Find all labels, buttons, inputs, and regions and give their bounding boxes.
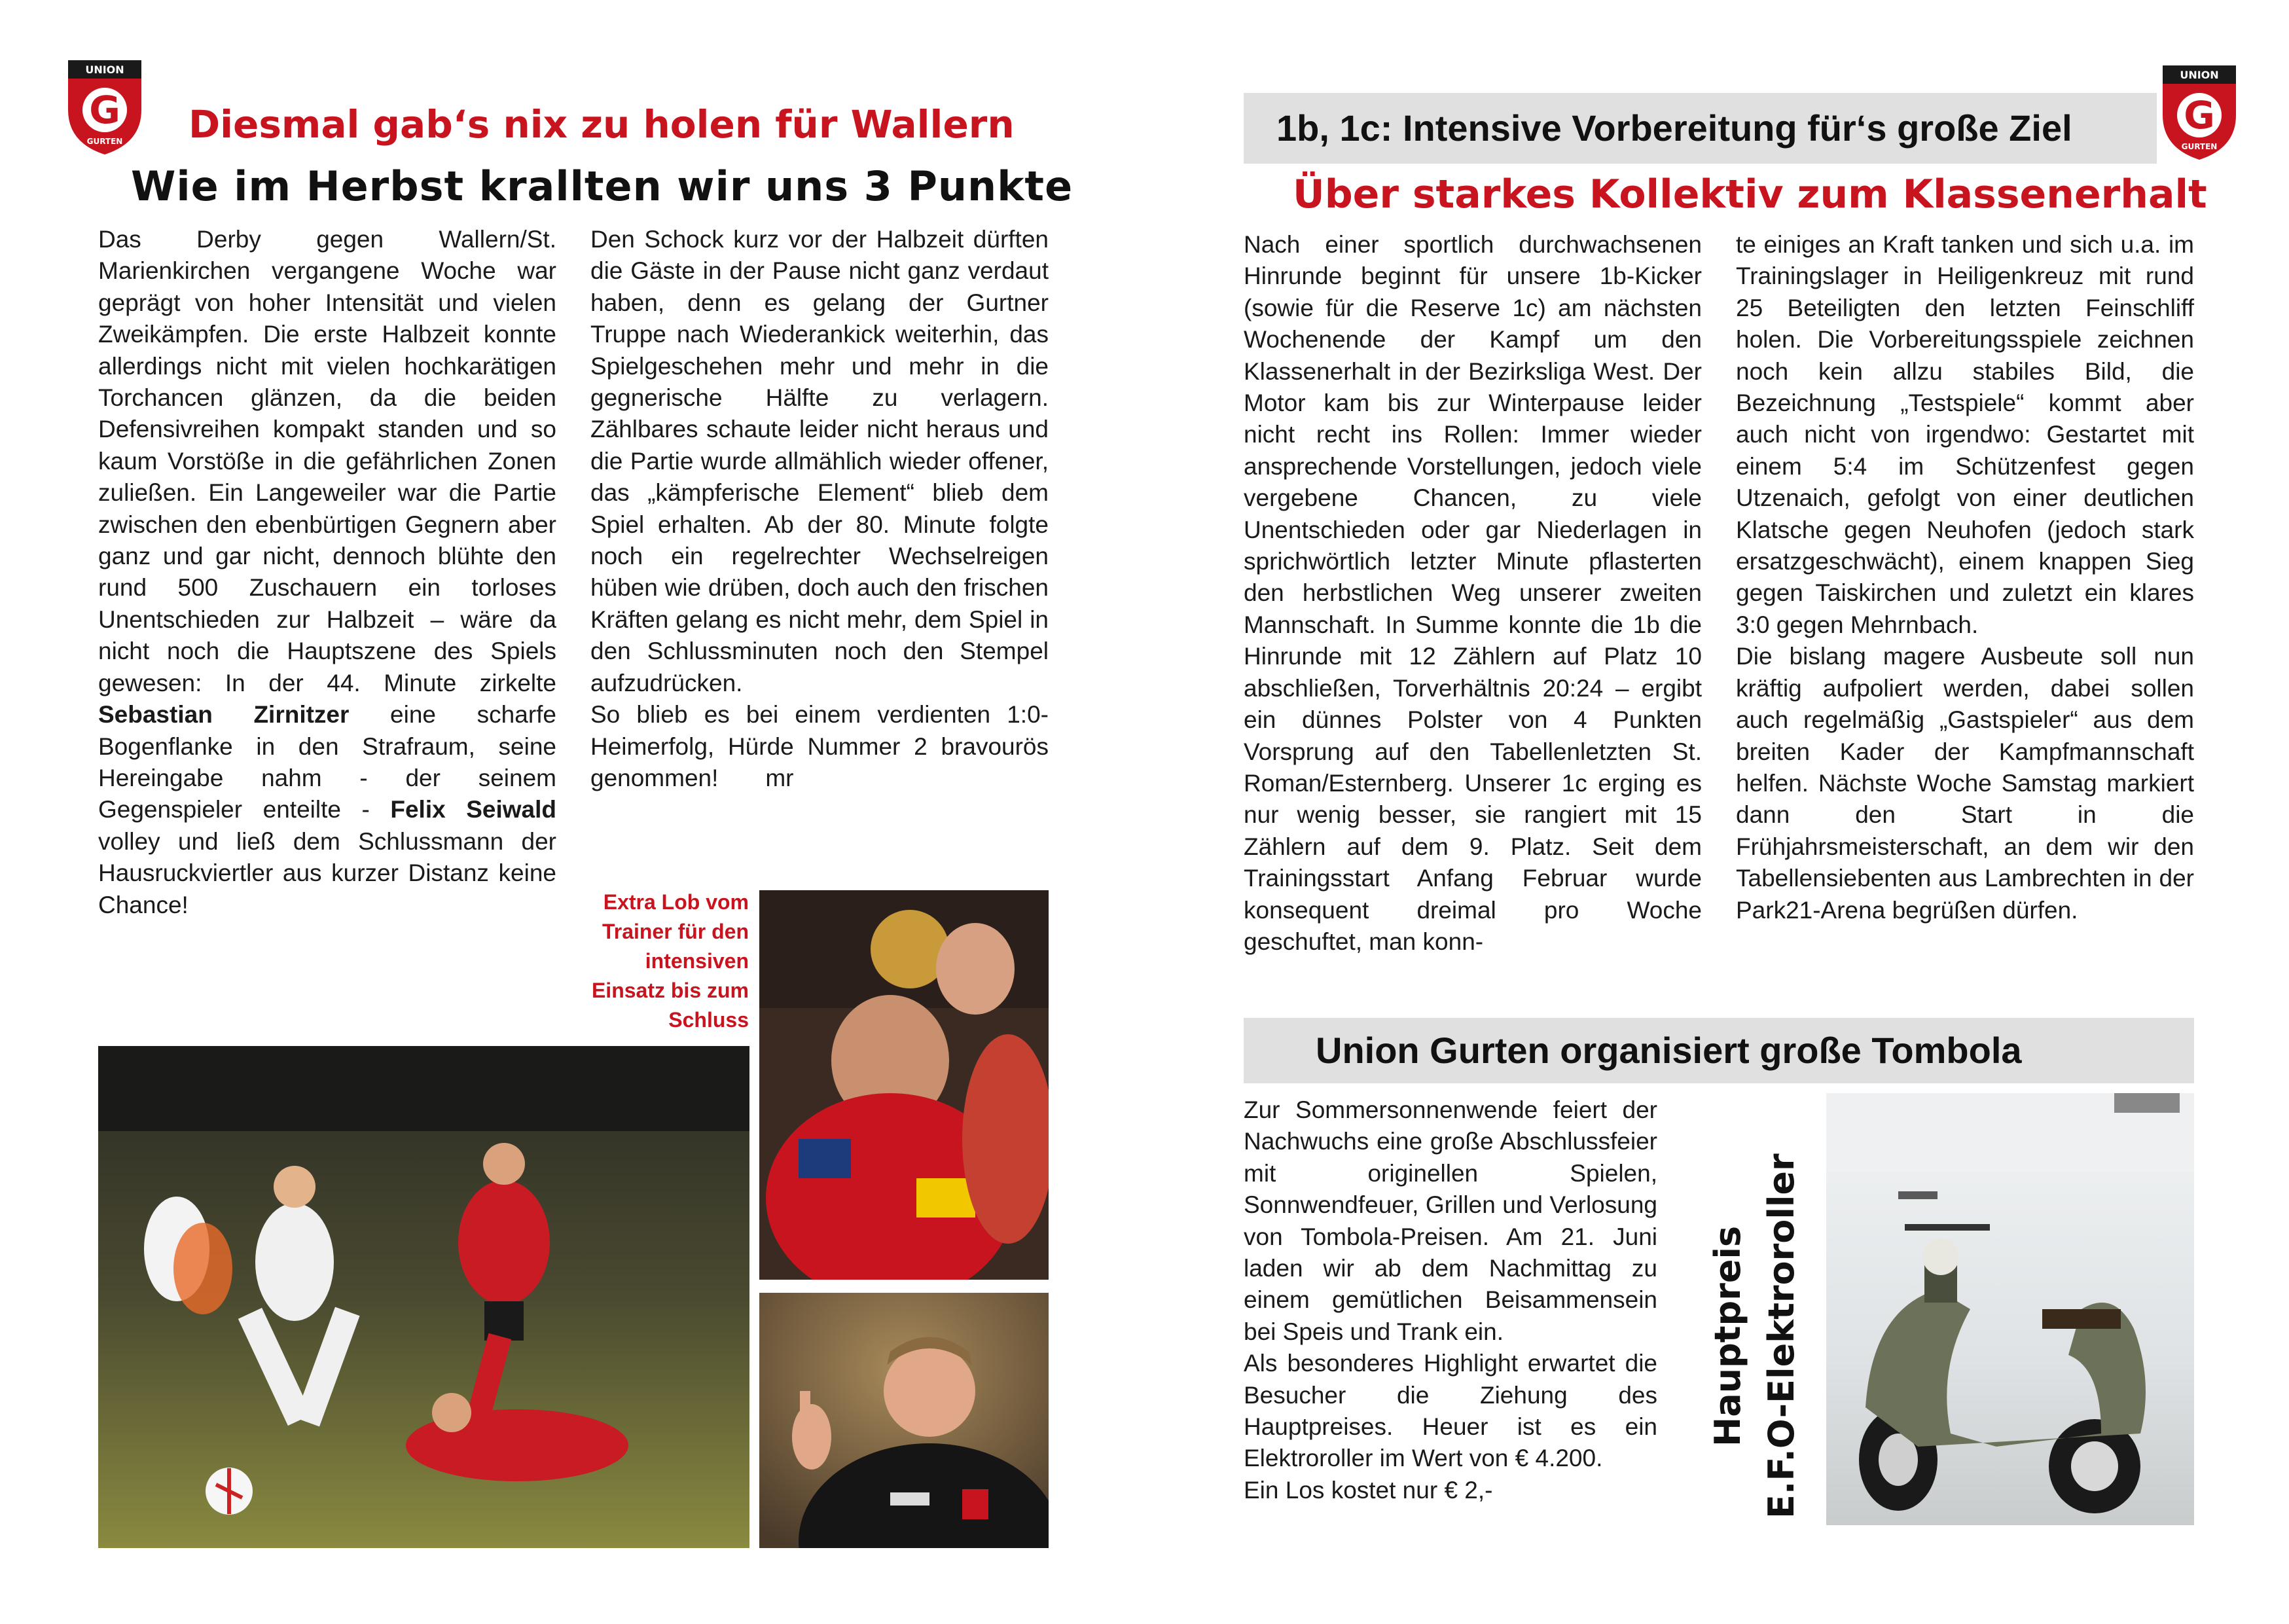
right-article-column-1 (1244, 229, 1702, 958)
left-headline: Diesmal gab‘s nix zu holen für Wallern (189, 102, 1015, 147)
coach-photo (759, 1293, 1049, 1548)
header-duel-photo (759, 890, 1049, 1280)
logo-top-text: UNION (85, 63, 124, 76)
tombola-paragraph-2: Als besonderes Highlight erwartet die Besucher die Ziehung des Hauptpreises. Heuer ist es ein Elektroroller im Wert von € 4.200. (1244, 1350, 1657, 1472)
right-subheadline: Über starkes Kollektiv zum Klassenerhalt (1293, 171, 2207, 217)
logo-bottom-text: GURTEN (2181, 142, 2218, 151)
left-col1-paragraph (98, 224, 556, 921)
left-article-column-2 (590, 224, 1049, 794)
right-col2-paragraph-2: Die bislang magere Ausbeute soll nun kräftig aufpoliert werden, dabei sollen auch regelmäßig „Gastspieler“ aus dem breiten Kader der Kampfmannschaft helfen. Nächste Woche Samstag markiert dann den Start in die Frühjahrsmeisterschaft, an dem wir den Tabellensiebenten aus Lambrechten in der Park21-Arena begrüßen dürfen. (1736, 643, 2194, 924)
left-col1-text-b: eine scharfe Bogenflanke in den Strafraum, seine Hereingabe nahm - der seinem Gegenspieler enteilte - (98, 701, 556, 823)
logo-top-text: UNION (2180, 69, 2219, 81)
left-col1-text-a: Das Derby gegen Wallern/St. Marienkirchen vergangene Woche war geprägt von hoher Intensität und vielen Zweikämpfen. Die erste Halbzeit konnte allerdings nicht mit vielen hochkarätigen Torchancen glänzen, da die beiden Defensivreihen kompakt standen und so kaum Vorstöße in die gefährlichen Zonen zuließen. Ein Langeweiler war die Partie zwischen den ebenbürtigen Gegnern aber ganz und gar nicht, dennoch blühte den rund 500 Zuschauern ein torloses Unentschieden zur Halbzeit – wäre da nicht noch die Hauptszene des Spiels gewesen: In der 44. Minute zirkelte (98, 226, 556, 696)
football-action-photo (98, 1046, 749, 1548)
photo-caption: Extra Lob vom Trainer für den intensiven Einsatz bis zum Schluss (591, 890, 749, 1032)
right-col1-paragraph: Nach einer sportlich durchwachsenen Hinrunde beginnt für unsere 1b-Kicker (sowie für die Reserve 1c) am nächsten Wochenende der Kampf um den Klassenerhalt in der Bezirksliga West. Der Motor kam bis zur Winterpause leider nicht recht ins Rollen: Immer wieder ansprechende Vorstellungen, jedoch viele vergebene Chancen, zu viele Unentschieden oder gar Niederlagen in sprichwörtlich letzter Minute pflasterten den herbstlichen Weg unserer zweiten Mannschaft. In Summe konnte die 1b die Hinrunde mit 12 Zählern auf Platz 10 abschließen, Torverhältnis 20:24 – ergibt ein dünnes Polster von 4 Punkten Vorsprung auf den Tabellenletzten St. Roman/Esternberg. Unserer 1c erging es nur wenig besser, sie rangiert mit 15 Zählern auf dem 9. Platz. Seit dem Trainingsstart Anfang Februar wurde konsequent dreimal pro Woche geschuftet, man konn- (1244, 231, 1702, 955)
tombola-paragraph-3: Ein Los kostet nur € 2,- (1244, 1476, 1493, 1504)
left-col2-paragraph-1: Den Schock kurz vor der Halbzeit dürften die Gäste in der Pause nicht ganz verdaut haben, denn es gelang der Gurtner Truppe nach Wiederankick weiterhin, das Spielgeschehen mehr und mehr in die gegnerische Hälfte zu verlagern. Zählbares schaute leider nicht heraus und die Partie wurde allmählich wieder offener, das „kämpferische Element“ blieb dem Spiel erhalten. Ab der 80. Minute folgte noch ein regelrechter Wechselreigen hüben wie drüben, doch auch den frischen Kräften gelang es nicht mehr, dem Spiel in den Schlussminuten noch den Stempel aufzudrücken. (590, 226, 1049, 696)
logo-letter: G (89, 88, 120, 132)
left-col2-paragraph-2 (590, 699, 1049, 794)
logo-bottom-text: GURTEN (86, 137, 123, 146)
tombola-text (1244, 1094, 1657, 1506)
tombola-headline: Union Gurten organisiert große Tombola (1316, 1030, 2022, 1071)
scooter-name-label: E.F.O-Elektroroller (1761, 1153, 1802, 1519)
electric-scooter-photo (1826, 1093, 2194, 1525)
tombola-paragraph-1: Zur Sommersonnenwende feiert der Nachwuchs eine große Abschlussfeier mit originellen Spielen, Sonnwendfeuer, Grillen und Verlosung von Tombola-Preisen. Am 21. Juni laden wir ab dem Nachmittag zu einem gemütlichen Beisammensein bei Speis und Trank ein. (1244, 1096, 1657, 1345)
main-prize-label: Hauptpreis (1707, 1225, 1748, 1447)
right-col2-paragraph-1: te einiges an Kraft tanken und sich u.a. im Trainingslager in Heiligenkreuz mit rund 25 Beteiligten den letzten Feinschliff holen. Die Vorbereitungsspiele zeichnen noch kein allzu stabiles Bild, die Bezeichnung „Testspiele“ kommt aber auch nicht von irgendwo: Gestartet mit einem 5:4 im Schützenfest gegen Utzenaich, gefolgt von einer deutlichen Klatsche gegen Neuhofen (jedoch stark ersatzgeschwächt), einem knappen Sieg gegen Taiskirchen und zuletzt ein klares 3:0 gegen Mehrnbach. (1736, 231, 2194, 638)
logo-letter: G (2184, 93, 2215, 137)
right-headline: 1b, 1c: Intensive Vorbereitung für‘s große Ziel (1276, 107, 2072, 149)
author-initials: mr (765, 764, 794, 791)
left-col1-text-c: volley und ließ dem Schlussmann der Hausruckviertler aus kurzer Distanz keine Chance! (98, 827, 556, 918)
right-article-column-2 (1736, 229, 2194, 926)
player-name-seiwald: Felix Seiwald (390, 796, 556, 823)
player-name-zirnitzer: Sebastian Zirnitzer (98, 701, 350, 729)
left-subheadline: Wie im Herbst krallten wir uns 3 Punkte (131, 162, 1073, 210)
union-gurten-logo-right (2160, 63, 2239, 161)
left-article-column-1 (98, 224, 556, 921)
union-gurten-logo-left (65, 58, 144, 156)
left-col2-text-2: So blieb es bei einem verdienten 1:0-Heimerfolg, Hürde Nummer 2 bravourös genommen! (590, 701, 1049, 791)
